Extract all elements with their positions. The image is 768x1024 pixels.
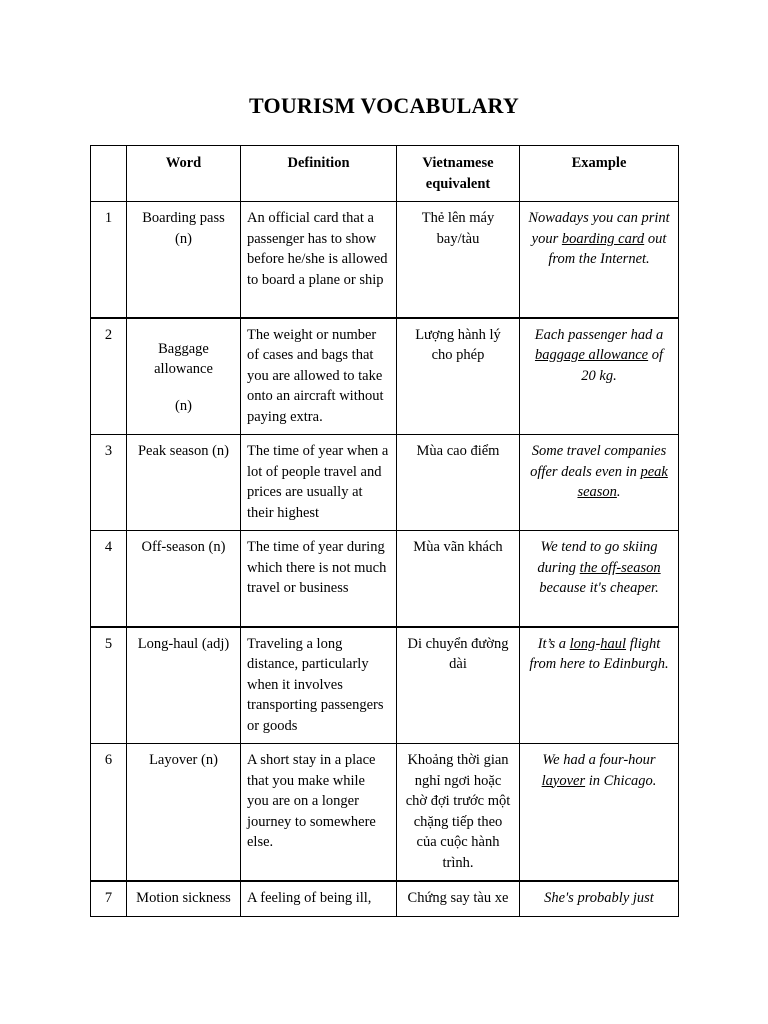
row-vietnamese: Khoảng thời gian nghỉ ngơi hoặc chờ đợi trước một chặng tiếp theo của cuộc hành trình. [397,744,520,882]
row-example [520,435,679,531]
header-number [91,146,127,202]
example-text: because it's cheaper. [539,580,659,596]
row-word: Peak season (n) [127,435,241,531]
page-title: TOURISM VOCABULARY [249,93,519,118]
example-text: . [616,484,621,500]
row-definition: The time of year when a lot of people travel and prices are usually at their highest [241,435,397,531]
row-definition: A short stay in a place that you make while you are on a longer journey to somewhere else. [241,744,397,882]
row-word [127,318,241,435]
example-keyword: haul [600,635,627,652]
row-definition: A feeling of being ill, [241,881,397,916]
row-example [520,627,679,744]
header-vietnamese: Vietnamese equivalent [397,146,520,202]
example-text: of 20 kg. [581,347,664,384]
table-row [91,627,679,744]
row-definition: Traveling a long distance, particularly when it involves transporting passengers or goods [241,627,397,744]
row-word: Boarding pass (n) [127,202,241,318]
table-row [91,531,679,627]
row-number: 5 [91,627,127,744]
header-definition: Definition [241,146,397,202]
header-word: Word [127,146,241,202]
row-word: Long-haul (adj) [127,627,241,744]
table-row [91,881,679,916]
table-row [91,318,679,435]
row-number: 1 [91,202,127,318]
example-text: Some travel companies offer deals even in [530,443,667,480]
row-example [520,744,679,882]
row-vietnamese: Chứng say tàu xe [397,881,520,916]
row-definition: An official card that a passenger has to show before he/she is allowed to board a plane or ship [241,202,397,318]
row-word: Motion sickness [127,881,241,916]
row-vietnamese: Mùa cao điểm [397,435,520,531]
example-text: out from the Internet. [548,230,667,267]
row-vietnamese: Mùa vãn khách [397,531,520,627]
example-keyword: peak season [577,463,668,500]
table-header-row [91,146,679,202]
example-text: - [595,635,601,652]
row-vietnamese: Lượng hành lý cho phép [397,318,520,435]
example-text: We tend to go skiing during [537,539,658,576]
example-text: She's probably just [544,890,654,906]
row-vietnamese: Thẻ lên máy bay/tàu [397,202,520,318]
example-keyword: the off-season [579,559,661,576]
example-text: Nowadays you can print your [528,210,670,247]
row-word-text: Baggage allowance [154,340,213,377]
row-word: Layover (n) [127,744,241,882]
table-row [91,202,679,318]
row-example [520,881,679,916]
example-text: We had a four-hour [542,752,656,768]
example-keyword: boarding card [561,230,645,247]
row-number: 3 [91,435,127,531]
header-example: Example [520,146,679,202]
row-example [520,531,679,627]
example-keyword: layover [541,772,586,789]
table-row [91,435,679,531]
row-number: 6 [91,744,127,882]
row-example [520,318,679,435]
example-keyword: long [569,635,596,652]
row-vietnamese: Di chuyển đường dài [397,627,520,744]
example-keyword: baggage allowance [534,347,649,363]
row-word-pos: (n) [175,397,192,414]
row-number: 2 [91,318,127,435]
row-example [520,202,679,318]
example-text: in Chicago. [585,772,657,789]
example-text: flight from here to Edinburgh. [529,635,669,672]
row-number: 7 [91,881,127,916]
row-number: 4 [91,531,127,627]
table-row [91,744,679,882]
vocabulary-table [90,145,679,917]
example-text: It’s a [537,635,570,652]
example-text: Each passenger had a [534,326,664,343]
row-definition: The time of year during which there is not much travel or business [241,531,397,627]
row-word: Off-season (n) [127,531,241,627]
row-definition: The weight or number of cases and bags that you are allowed to take onto an aircraft without paying extra. [241,318,397,435]
